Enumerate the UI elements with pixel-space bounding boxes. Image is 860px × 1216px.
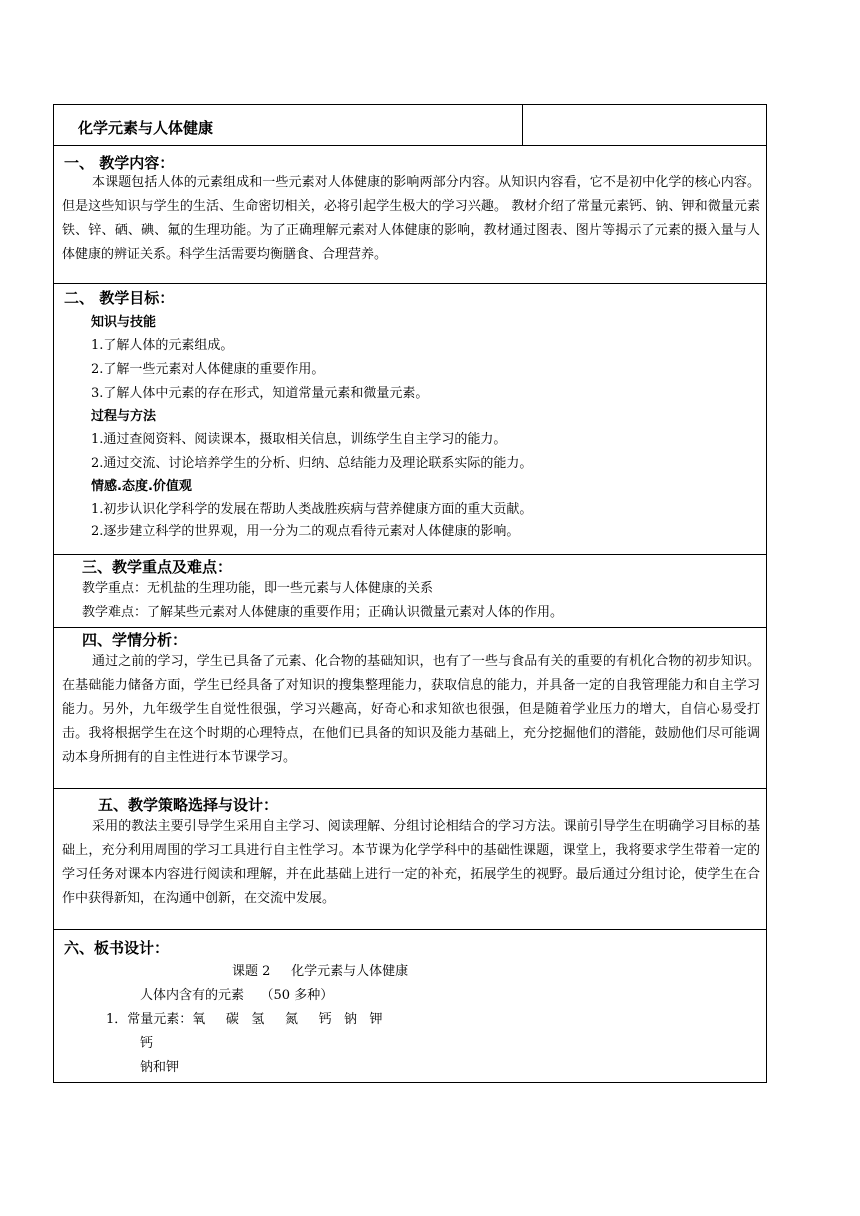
section-board-design (54, 930, 767, 1083)
lesson-plan-table (53, 104, 767, 1083)
section-heading-3: 三、教学重点及难点： (82, 558, 233, 576)
key-point: 教学重点：无机盐的生理功能，即一些元素与人体健康的关系 (82, 581, 434, 596)
difficult-point: 教学难点：了解某些元素对人体健康的重要作用；正确认识微量元素对人体的作用。 (82, 605, 564, 620)
board-line: 钠和钾 (140, 1060, 180, 1075)
section-heading-4: 四、学情分析： (82, 631, 188, 649)
section-heading-1: 一、 教学内容： (64, 154, 175, 172)
goal-item: 2.通过交流、讨论培养学生的分析、归纳、总结能力及理论联系实际的能力。 (91, 456, 533, 471)
board-line: 钙 (140, 1036, 154, 1051)
goal-item: 2.逐步建立科学的世界观，用一分为二的观点看待元素对人体健康的影响。 (91, 524, 520, 539)
goal-item: 3.了解人体中元素的存在形式，知道常量元素和微量元素。 (91, 386, 429, 401)
section-heading-2: 二、 教学目标： (64, 289, 175, 307)
section-strategy (54, 789, 767, 930)
section-learner-analysis (54, 628, 767, 789)
title-cell (54, 105, 523, 146)
analysis-paragraph: 通过之前的学习，学生已具备了元素、化合物的基础知识，也有了一些与食品有关的重要的有机化合物的初步知识。在基础能力储备方面，学生已经具备了对知识的搜集整理能力，获取信息的能力，并具备一定的自我管理能力和自主学习能力。另外，九年级学生自觉性很强，学习兴趣高，好奇心和求知欲也很强，但是随着学业压力的增大，自信心易受打击。我将根据学生在这个时期的心理特点，在他们已具备的知识及能力基础上，充分挖掘他们的潜能，鼓励他们尽可能调动本身所拥有的自主性进行本节课学习。 (62, 654, 760, 765)
lesson-title: 化学元素与人体健康 (78, 119, 214, 137)
board-line: 1．常量元素：氧 碳 氢 氮 钙 钠 钾 (106, 1012, 383, 1027)
subheading-attitude: 情感.态度.价值观 (91, 479, 192, 494)
board-topic: 课题 2 化学元素与人体健康 (232, 964, 409, 979)
goal-item: 1.初步认识化学科学的发展在帮助人类战胜疾病与营养健康方面的重大贡献。 (91, 502, 533, 517)
title-blank-cell (523, 105, 767, 146)
goal-item: 1.了解人体的元素组成。 (91, 338, 234, 353)
goal-item: 1.通过查阅资料、阅读课本，摄取相关信息，训练学生自主学习的能力。 (91, 432, 507, 447)
section-key-points (54, 555, 767, 628)
section-teaching-content (54, 146, 767, 284)
strategy-paragraph: 采用的教法主要引导学生采用自主学习、阅读理解、分组讨论相结合的学习方法。课前引导学生在明确学习目标的基础上，充分利用周围的学习工具进行自主性学习。本节课为化学学科中的基础性课题，课堂上，我将要求学生带着一定的学习任务对课本内容进行阅读和理解，并在此基础上进行一定的补充，拓展学生的视野。最后通过分组讨论，使学生在合作中获得新知，在沟通中创新，在交流中发展。 (62, 819, 760, 906)
subheading-process: 过程与方法 (91, 409, 157, 424)
subheading-knowledge: 知识与技能 (91, 315, 157, 330)
section-heading-6: 六、板书设计： (64, 939, 170, 957)
section-heading-5: 五、教学策略选择与设计： (98, 796, 279, 814)
board-line: 人体内含有的元素 （50 多种） (140, 988, 334, 1003)
content-paragraph: 本课题包括人体的元素组成和一些元素对人体健康的影响两部分内容。从知识内容看，它不是初中化学的核心内容。但是这些知识与学生的生活、生命密切相关，必将引起学生极大的学习兴趣。 教材介绍了常量元素钙、钠、钾和微量元素铁、锌、硒、碘、氟的生理功能。为了正确理解元素对人体健康的影响，教材通过图表、图片等揭示了元素的摄入量与人体健康的辨证关系。科学生活需要均衡膳食、合理营养。 (62, 175, 760, 262)
goal-item: 2.了解一些元素对人体健康的重要作用。 (91, 362, 325, 377)
section-teaching-goals (54, 284, 767, 555)
